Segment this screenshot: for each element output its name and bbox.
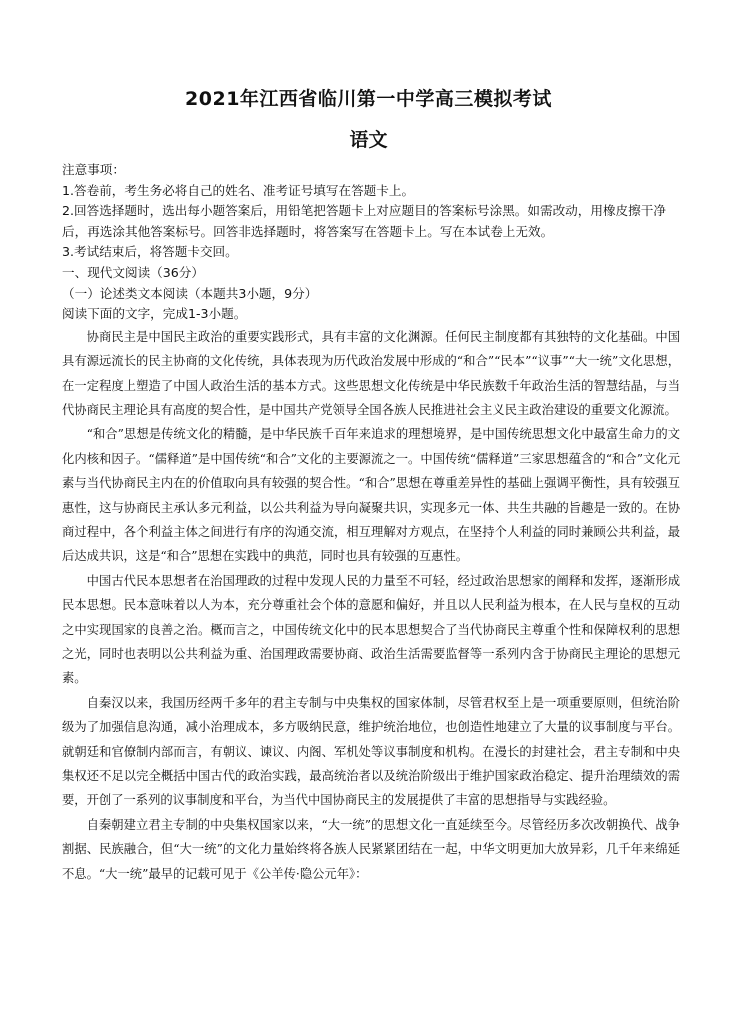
exam-title: 2021年江西省临川第一中学高三模拟考试 <box>185 88 552 110</box>
passage-paragraph: 自秦朝建立君主专制的中央集权国家以来，“大一统”的思想文化一直延续至今。尽管经历多次改朝换代、战争割据、民族融合，但“大一统”的文化力量始终将各族人民紧紧团结在一起，中华文明更加大放异彩，几千年来绵延不息。“大一统”最早的记载可见于《公羊传·隐公元年》： <box>62 817 680 881</box>
passage-paragraph: “和合”思想是传统文化的精髓，是中华民族千百年来追求的理想境界，是中国传统思想文化中最富生命力的文化内核和因子。“儒释道”是中国传统“和合”文化的主要源流之一。中国传统“儒释道”三家思想蕴含的“和合”文化元素与当代协商民主内在的价值取向具有较强的契合性。“和合”思想在尊重差异性的基础上强调平衡性，具有较强互惠性，这与协商民主承认多元利益，以公共利益为导向凝聚共识，实现多元一体、共生共融的旨趣是一致的。在协商过程中，各个利益主体之间进行有序的沟通交流，相互理解对方观点，在坚持个人利益的同时兼顾公共利益，最后达成共识，这是“和合”思想在实践中的典范，同时也具有较强的互惠性。 <box>62 427 680 564</box>
exam-content <box>62 160 680 886</box>
section-sub-heading: （一）论述类文本阅读（本题共3小题，9分） <box>62 285 318 301</box>
reading-instruction: 阅读下面的文字，完成1-3小题。 <box>62 306 247 322</box>
notice-item-2: 2.回答选择题时，选出每小题答案后，用铅笔把答题卡上对应题目的答案标号涂黑。如需改动，用橡皮擦干净后，再选涂其他答案标号。回答非选择题时，将答案写在答题卡上。写在本试卷上无效。 <box>62 203 666 239</box>
notice-item-3: 3.考试结束后，将答题卡交回。 <box>62 244 238 260</box>
passage-paragraph: 中国古代民本思想者在治国理政的过程中发现人民的力量至不可轻，经过政治思想家的阐释和发挥，逐渐形成民本思想。民本意味着以人为本，充分尊重社会个体的意愿和偏好，并且以人民利益为根本，在人民与皇权的互动之中实现国家的良善之治。概而言之，中国传统文化中的民本思想契合了当代协商民主尊重个性和保障权利的思想之光，同时也表明以公共利益为重、治国理政需要协商、政治生活需要监督等一系列内含于协商民主理论的思想元素。 <box>62 573 680 686</box>
notice-heading: 注意事项： <box>62 162 125 177</box>
notice-item-1: 1.答卷前，考生务必将自己的姓名、准考证号填写在答题卡上。 <box>62 182 415 198</box>
passage-paragraph: 自秦汉以来，我国历经两千多年的君主专制与中央集权的国家体制，尽管君权至上是一项重要原则，但统治阶级为了加强信息沟通，减小治理成本，多方吸纳民意，维护统治地位，也创造性地建立了大量的议事制度与平台。就朝廷和官僚制内部而言，有朝议、谏议、内阁、军机处等议事制度和机构。在漫长的封建社会，君主专制和中央集权还不足以完全概括中国古代的政治实践，最高统治者以及统治阶级出于维护国家政治稳定、提升治理绩效的需要，开创了一系列的议事制度和平台，为当代中国协商民主的发展提供了丰富的思想指导与实践经验。 <box>62 695 680 808</box>
section-heading: 一、现代文阅读（36分） <box>62 264 204 280</box>
subject-title: 语文 <box>349 129 388 151</box>
passage-paragraph: 协商民主是中国民主政治的重要实践形式，具有丰富的文化渊源。任何民主制度都有其独特的文化基础。中国具有源远流长的民主协商的文化传统，具体表现为历代政治发展中形成的“和合”“民本”“议事”“大一统”文化思想，在一定程度上塑造了中国人政治生活的基本方式。这些思想文化传统是中华民族数千年政治生活的智慧结晶，与当代协商民主理论具有高度的契合性，是中国共产党领导全国各族人民推进社会主义民主政治建设的重要文化源流。 <box>62 329 680 417</box>
